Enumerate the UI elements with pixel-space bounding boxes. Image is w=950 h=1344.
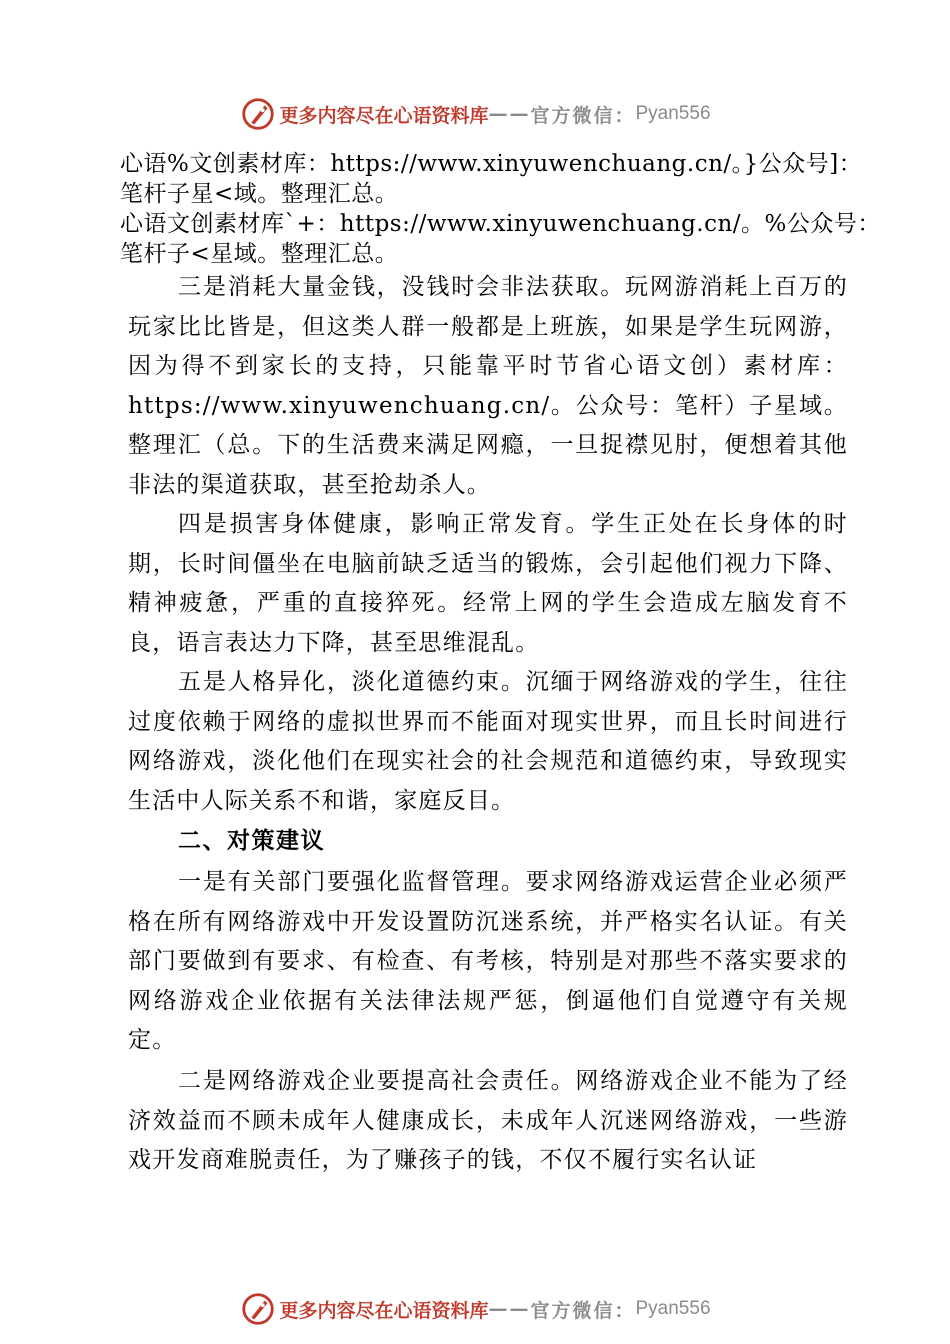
watermark-line: 心语文创素材库`+：https://www.xinyuwenchuang.cn/。%公众号： (120, 211, 881, 237)
pen-nib-logo-icon (239, 1290, 277, 1328)
header-wechat-id: Pyan556 (635, 103, 711, 124)
footer-banner (0, 1289, 950, 1329)
body-paragraph: 一是有关部门要强化监督管理。要求网络游戏运营企业必须严格在所有网络游戏中开发设置防沉迷系统，并严格实名认证。有关部门要做到有要求、有检查、有考核，特别是对那些不落实要求的网络游戏企业依据有关法律法规严惩，倒逼他们自觉遵守有关规定。 (128, 869, 848, 1054)
watermark-line: 笔杆子<星域。整理汇总。 (120, 241, 399, 267)
section-heading: 二、对策建议 (178, 828, 325, 854)
body-paragraph: 三是消耗大量金钱，没钱时会非法获取。玩网游消耗上百万的玩家比比皆是，但这类人群一般都是上班族，如果是学生玩网游，因为得不到家长的支持，只能靠平时节省心语文创）素材库：https://www.xinyuwenchuang.cn/。公众号：笔杆）子星域。整理汇（总。下的生活费来满足网瘾，一旦捉襟见肘，便想着其他非法的渠道获取，甚至抢劫杀人。 (128, 274, 848, 498)
body-paragraph: 二是网络游戏企业要提高社会责任。网络游戏企业不能为了经济效益而不顾未成年人健康成长，未成年人沉迷网络游戏，一些游戏开发商难脱责任，为了赚孩子的钱，不仅不履行实名认证 (128, 1068, 848, 1174)
watermark-line: 心语%文创素材库：https://www.xinyuwenchuang.cn/。}公众号]： (120, 151, 863, 177)
footer-site-name: 更多内容尽在心语资料库 (279, 1299, 489, 1322)
body-paragraph: 四是损害身体健康，影响正常发育。学生正处在长身体的时期，长时间僵坐在电脑前缺乏适当的锻炼，会引起他们视力下降、精神疲惫，严重的直接猝死。经常上网的学生会造成左脑发育不良，语言表达力下降，甚至思维混乱。 (128, 511, 848, 656)
header-site-name: 更多内容尽在心语资料库 (279, 104, 489, 127)
footer-wechat-id: Pyan556 (635, 1298, 711, 1319)
pen-nib-logo-icon (239, 95, 277, 133)
footer-separator: —— (488, 1298, 531, 1320)
header-banner (0, 94, 950, 134)
header-separator: —— (488, 103, 531, 125)
header-wechat-label: 官方微信： (530, 104, 636, 127)
body-paragraph: 五是人格异化，淡化道德约束。沉缅于网络游戏的学生，往往过度依赖于网络的虚拟世界而不能面对现实世界，而且长时间进行网络游戏，淡化他们在现实社会的社会规范和道德约束，导致现实生活中人际关系不和谐，家庭反目。 (128, 669, 848, 814)
watermark-line: 笔杆子星<域。整理汇总。 (120, 181, 399, 207)
footer-wechat-label: 官方微信： (530, 1299, 636, 1322)
